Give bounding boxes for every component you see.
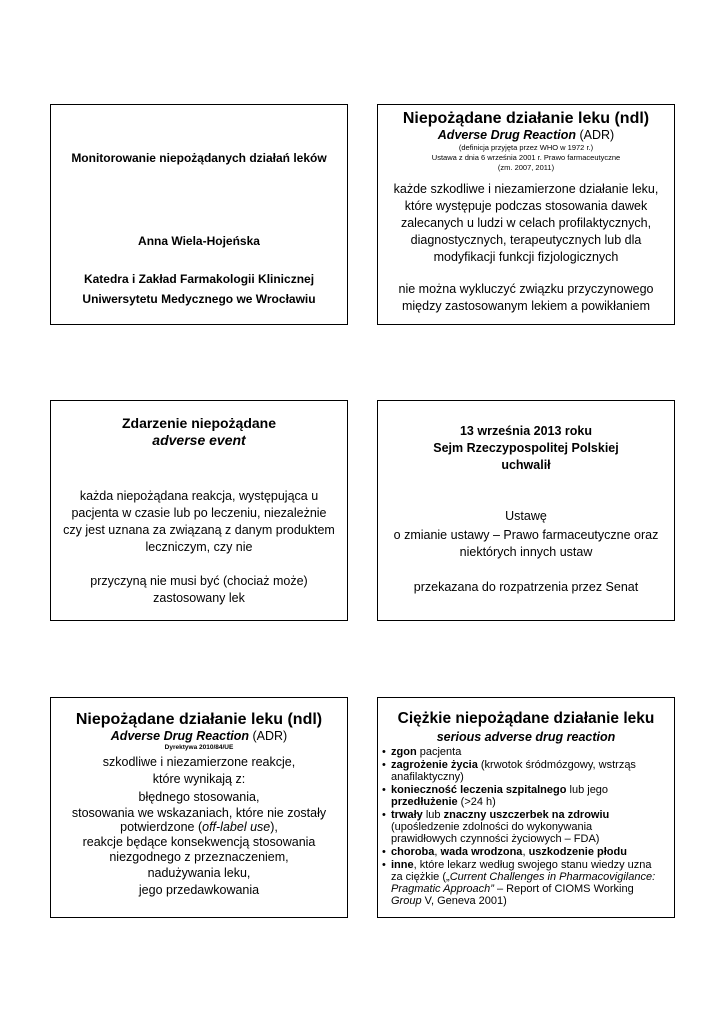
- def-line: które występuje podczas stosowania dawek: [404, 199, 648, 213]
- def-line: czy jest uznana za związaną z danym produktem: [63, 523, 335, 537]
- slide-5: [50, 697, 348, 918]
- slide4-senate: przekazana do rozpatrzenia przez Senat: [413, 580, 639, 594]
- cause-line: zastosowany lek: [153, 591, 245, 605]
- body-line: nadużywania leku,: [147, 865, 251, 880]
- item-bold: uszkodzenie płodu: [528, 846, 627, 858]
- list-item: [382, 746, 670, 758]
- slide3-definition: [55, 488, 343, 556]
- law-line: niektórych innych ustaw: [459, 545, 593, 559]
- subtitle-italic: Adverse Drug Reaction: [437, 128, 577, 142]
- list-item: [382, 759, 670, 783]
- slide-4: [377, 400, 675, 621]
- item-text: anafilaktyczny): [391, 771, 464, 783]
- body-line: błędnego stosowania,: [138, 789, 260, 804]
- body-line: jego przedawkowania: [138, 883, 260, 898]
- serious-adr-list: [378, 746, 674, 908]
- body-line: szkodliwe i niezamierzone reakcje,: [102, 755, 296, 769]
- offlabel-post: ),: [270, 819, 278, 834]
- item-text: (upośledzenie zdolności do wykonywania: [391, 821, 593, 833]
- item-bold: zgon: [391, 746, 417, 758]
- slide2-causality: [382, 281, 670, 315]
- slide5-directive: Dyrektywa 2010/84/UE: [164, 744, 234, 751]
- item-bold: zagrożenie życia: [391, 759, 478, 771]
- sejm-line: Sejm Rzeczypospolitej Polskiej: [433, 441, 619, 455]
- slide5-body: [55, 754, 343, 899]
- item-sep: ,: [522, 846, 529, 858]
- slide3-cause: [55, 573, 343, 607]
- slide2-notes: [382, 143, 670, 173]
- def-line: każda niepożądana reakcja, występująca u: [79, 489, 319, 503]
- slide-6: [377, 697, 675, 918]
- note-2: Ustawa z dnia 6 września 2001 r. Prawo farmaceutyczne: [431, 153, 621, 162]
- offlabel-italic: off-label use: [202, 819, 271, 834]
- slide6-title: Ciężkie niepożądane działanie leku: [397, 710, 655, 727]
- item-text: (>24 h): [457, 796, 496, 808]
- passed-line: uchwalił: [501, 458, 551, 472]
- item-text: lub: [422, 809, 444, 821]
- date-line: 13 września 2013 roku: [459, 424, 593, 438]
- item-text: za ciężkie („: [391, 871, 450, 883]
- list-item: [382, 859, 670, 907]
- item-italic: Pragmatic Approach”: [391, 883, 494, 895]
- item-italic: Current Challenges in Pharmacovigilance:: [449, 871, 656, 883]
- def-line: leczniczym, czy nie: [145, 540, 253, 554]
- def-line: modyfikacji funkcji fizjologicznych: [433, 250, 619, 264]
- slide1-department: [55, 269, 343, 309]
- cause-line: między zastosowanym lekiem a powikłaniem: [401, 299, 650, 313]
- dept-line-2: Uniwersytetu Medycznego we Wrocławiu: [82, 292, 316, 306]
- def-line: każde szkodliwe i niezamierzone działanie leku,: [393, 182, 659, 196]
- slide2-title: Niepożądane działanie leku (ndl): [402, 110, 650, 127]
- note-1: (definicja przyjęta przez WHO w 1972 r.): [458, 143, 594, 152]
- law-line: o zmianie ustawy – Prawo farmaceutyczne oraz: [393, 528, 659, 542]
- list-item: [382, 784, 670, 808]
- body-line: reakcje będące konsekwencją stosowania: [82, 834, 316, 849]
- slide-2: [377, 104, 675, 325]
- slide3-title: Zdarzenie niepożądane: [121, 415, 277, 431]
- slide6-subtitle: serious adverse drug reaction: [436, 730, 616, 744]
- slide2-subtitle: [382, 128, 670, 143]
- item-bold: trwały: [391, 809, 423, 821]
- slide-1: [50, 104, 348, 325]
- cause-line: przyczyną nie musi być (chociaż może): [90, 574, 308, 588]
- item-bold: wada wrodzona: [440, 846, 523, 858]
- item-italic: Group: [391, 895, 422, 907]
- item-text: prawidłowych czynności życiowych – FDA): [391, 833, 600, 845]
- item-sep: ,: [434, 846, 441, 858]
- item-text: – Report of CIOMS Working: [493, 883, 634, 895]
- item-bold: inne: [391, 859, 414, 871]
- dept-line-1: Katedra i Zakład Farmakologii Klinicznej: [83, 272, 315, 286]
- subtitle-italic: Adverse Drug Reaction: [110, 729, 250, 743]
- body-line: które wynikają z:: [152, 772, 246, 787]
- subtitle-abbr: (ADR): [249, 729, 288, 743]
- slide5-subtitle: [55, 729, 343, 744]
- slide3-subtitle: adverse event: [152, 432, 246, 448]
- item-text: , które lekarz według swojego stanu wiedzy uzna: [413, 859, 652, 871]
- def-line: zalecanych u ludzi w celach profilaktycznych,: [400, 216, 652, 230]
- def-line: diagnostycznych, terapeutycznych lub dla: [410, 233, 642, 247]
- slide4-header: [382, 423, 670, 474]
- list-item: [382, 809, 670, 845]
- item-bold: konieczność leczenia szpitalnego: [391, 784, 567, 796]
- slide2-definition: [382, 181, 670, 266]
- item-bold: choroba: [391, 846, 435, 858]
- body-line: stosowania we wskazaniach, które nie zostały: [71, 805, 327, 820]
- item-bold: przedłużenie: [391, 796, 458, 808]
- list-item: [382, 846, 670, 858]
- item-text: pacjenta: [416, 746, 462, 758]
- slide4-law-title: [382, 527, 670, 561]
- subtitle-abbr: (ADR): [576, 128, 615, 142]
- offlabel-pre: potwierdzone (: [120, 819, 203, 834]
- cause-line: nie można wykluczyć związku przyczynowego: [398, 282, 654, 296]
- offlabel-line: [55, 820, 343, 835]
- note-3: (zm. 2007, 2011): [497, 163, 555, 172]
- slide4-law: Ustawę: [505, 509, 547, 523]
- slide1-author: Anna Wiela-Hojeńska: [138, 234, 260, 248]
- item-bold: znaczny uszczerbek na zdrowiu: [443, 809, 610, 821]
- slide5-title: Niepożądane działanie leku (ndl): [75, 711, 323, 728]
- item-text: (krwotok śródmózgowy, wstrząs: [477, 759, 636, 771]
- body-line: niezgodnego z przeznaczeniem,: [109, 849, 289, 864]
- item-text: V, Geneva 2001): [421, 895, 507, 907]
- item-text: lub jego: [566, 784, 609, 796]
- def-line: pacjenta w czasie lub po leczeniu, niezależnie: [71, 506, 327, 520]
- slide-3: [50, 400, 348, 621]
- slide1-title: Monitorowanie niepożądanych działań leków: [71, 151, 327, 165]
